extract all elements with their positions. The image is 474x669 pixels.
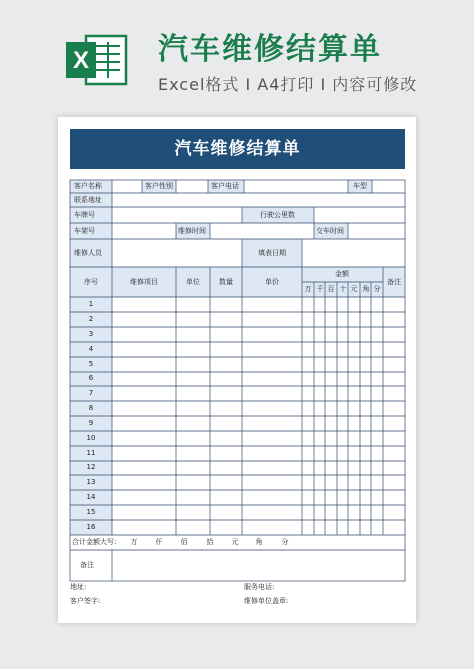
row-number: 16 bbox=[86, 523, 96, 531]
label-cell-fills bbox=[70, 180, 405, 535]
total-unit-yuan: 元 bbox=[231, 538, 239, 546]
repair-seal-label: 维修单位盖章: bbox=[244, 597, 289, 605]
column-header-unit: 单位 bbox=[186, 278, 200, 286]
total-amount-label: 合计金额大写: bbox=[72, 538, 117, 546]
repair-time-label: 维修时间 bbox=[178, 227, 206, 235]
customer-name-label: 客户名称 bbox=[74, 182, 102, 190]
frame-number-label: 车架号 bbox=[74, 227, 95, 235]
row-number: 3 bbox=[88, 330, 94, 338]
row-number: 12 bbox=[86, 463, 96, 471]
total-unit-shi: 拾 bbox=[206, 538, 214, 546]
page-subtitle: Excel格式 I A4打印 I 内容可修改 bbox=[158, 75, 418, 94]
amount-unit-shi: 十 bbox=[339, 285, 347, 293]
remarks-label: 备注 bbox=[80, 561, 94, 569]
form-banner: 汽车维修结算单 bbox=[70, 129, 405, 169]
column-header-remark: 备注 bbox=[387, 278, 401, 286]
amount-unit-fen: 分 bbox=[373, 285, 381, 293]
column-header-seq: 序号 bbox=[84, 278, 98, 286]
row-number: 13 bbox=[86, 478, 96, 486]
total-unit-fen: 分 bbox=[281, 538, 289, 546]
amount-unit-jiao: 角 bbox=[362, 285, 370, 293]
contact-address-label: 联系地址 bbox=[74, 196, 102, 204]
row-number: 2 bbox=[88, 315, 94, 323]
customer-signature-label: 客户签字: bbox=[70, 597, 101, 605]
total-unit-bai: 佰 bbox=[180, 538, 188, 546]
fill-date-label: 填表日期 bbox=[258, 249, 286, 257]
column-header-qty: 数量 bbox=[219, 278, 233, 286]
repairer-label: 维修人员 bbox=[74, 249, 102, 257]
car-model-label: 车型 bbox=[353, 182, 367, 190]
row-number: 8 bbox=[88, 404, 94, 412]
amount-unit-wan: 万 bbox=[304, 285, 312, 293]
page-title: 汽车维修结算单 bbox=[158, 32, 382, 67]
column-header-item: 维修项目 bbox=[130, 278, 158, 286]
svg-text:X: X bbox=[72, 47, 90, 74]
column-header-amount: 金额 bbox=[335, 270, 349, 278]
row-number: 1 bbox=[88, 300, 94, 308]
customer-gender-label: 客户性别 bbox=[145, 182, 173, 190]
row-number: 9 bbox=[88, 419, 94, 427]
customer-phone-label: 客户电话 bbox=[211, 182, 239, 190]
amount-unit-qian: 千 bbox=[316, 285, 324, 293]
row-number: 10 bbox=[86, 434, 96, 442]
row-number: 7 bbox=[88, 389, 94, 397]
total-unit-qian: 仟 bbox=[155, 538, 163, 546]
delivery-time-label: 交车时间 bbox=[316, 227, 344, 235]
row-number: 6 bbox=[88, 374, 94, 382]
service-phone-label: 服务电话: bbox=[244, 583, 275, 591]
amount-unit-bai: 百 bbox=[327, 285, 335, 293]
mileage-label: 行驶公里数 bbox=[260, 211, 295, 219]
column-header-price: 单价 bbox=[265, 278, 279, 286]
row-number: 11 bbox=[86, 449, 96, 457]
row-number: 4 bbox=[88, 345, 94, 353]
total-unit-wan: 万 bbox=[130, 538, 138, 546]
amount-unit-yuan: 元 bbox=[350, 285, 358, 293]
plate-number-label: 车牌号 bbox=[74, 211, 95, 219]
address-label: 地址: bbox=[70, 583, 87, 591]
row-number: 15 bbox=[86, 508, 96, 516]
total-unit-jiao: 角 bbox=[255, 538, 263, 546]
row-number: 14 bbox=[86, 493, 96, 501]
row-number: 5 bbox=[88, 360, 94, 368]
